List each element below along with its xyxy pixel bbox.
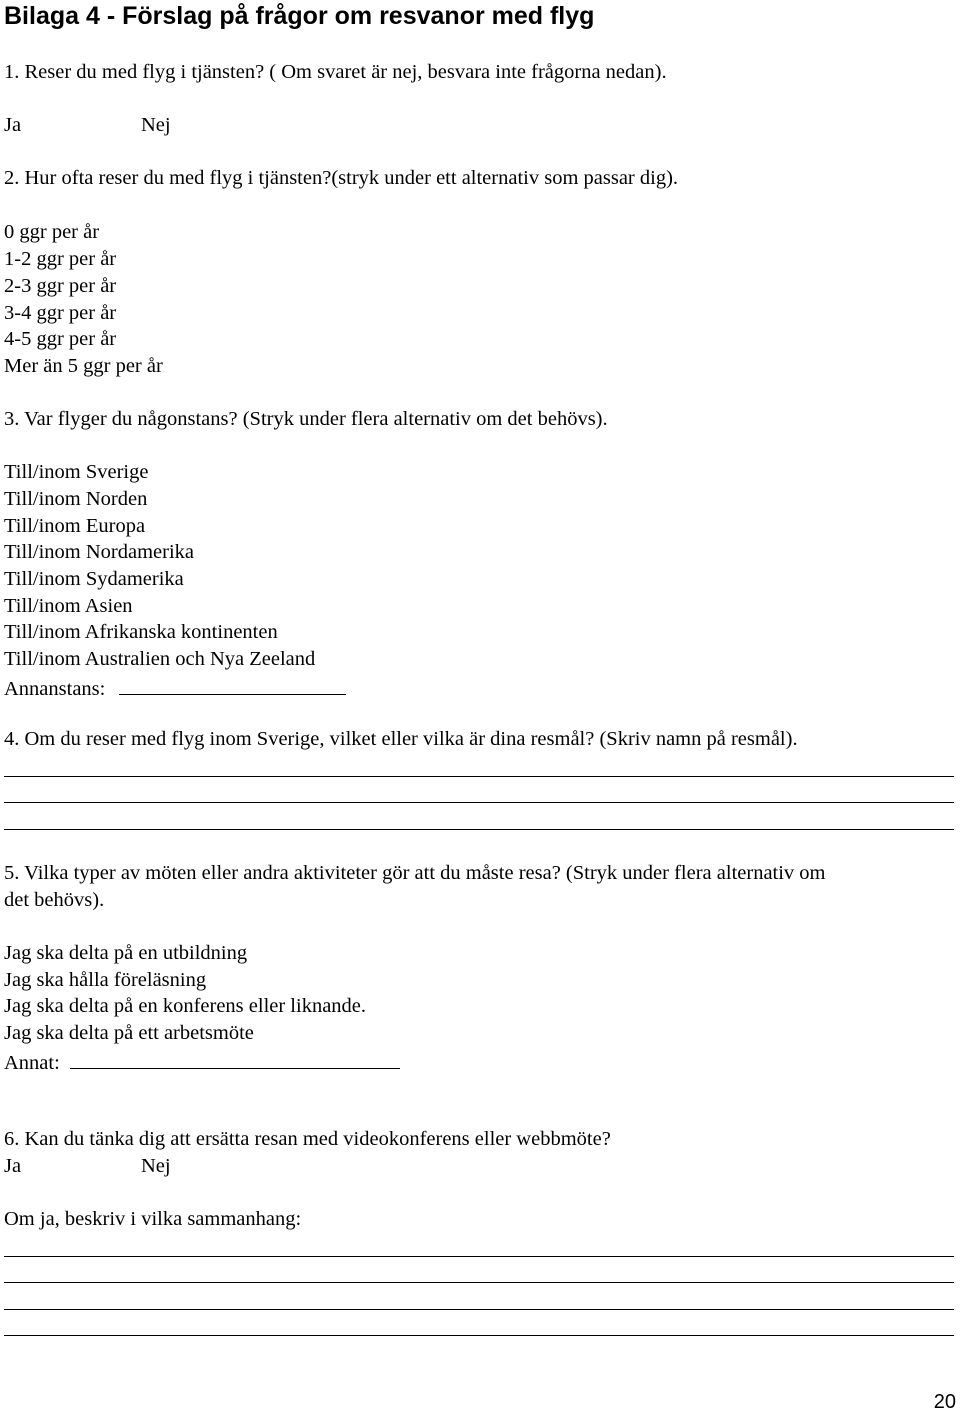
q4-answer-line[interactable] bbox=[4, 802, 954, 803]
q1-answer-yes: Ja bbox=[4, 114, 22, 136]
question-5-line-1: 5. Vilka typer av möten eller andra aktiviteter gör att du måste resa? (Stryk under flera alternativ om bbox=[4, 862, 826, 884]
q6-answer-line[interactable] bbox=[4, 1309, 954, 1310]
q5-option: Jag ska hålla föreläsning bbox=[4, 969, 207, 991]
q3-option: Till/inom Afrikanska kontinenten bbox=[4, 621, 278, 643]
q6-answer-yes: Ja bbox=[4, 1155, 22, 1177]
q2-option: 2-3 ggr per år bbox=[4, 275, 117, 297]
q4-answer-line[interactable] bbox=[4, 829, 954, 830]
q5-other bbox=[4, 1048, 400, 1075]
q3-option: Till/inom Norden bbox=[4, 488, 148, 510]
q3-option: Till/inom Europa bbox=[4, 515, 146, 537]
q2-option: 3-4 ggr per år bbox=[4, 302, 117, 324]
q2-option: 4-5 ggr per år bbox=[4, 328, 117, 350]
question-5-line-2: det behövs). bbox=[4, 889, 105, 911]
q3-other-label: Annanstans: bbox=[4, 678, 106, 700]
question-1: 1. Reser du med flyg i tjänsten? ( Om svaret är nej, besvara inte frågorna nedan). bbox=[4, 61, 667, 83]
q5-other-label: Annat: bbox=[4, 1052, 60, 1074]
q5-other-blank-line[interactable] bbox=[70, 1048, 400, 1069]
q6-describe-prompt: Om ja, beskriv i vilka sammanhang: bbox=[4, 1208, 302, 1230]
q4-answer-line[interactable] bbox=[4, 776, 954, 777]
q5-option: Jag ska delta på en konferens eller liknande. bbox=[4, 995, 367, 1017]
q6-answer-no: Nej bbox=[141, 1155, 171, 1177]
q6-answer-line[interactable] bbox=[4, 1282, 954, 1283]
q3-option: Till/inom Asien bbox=[4, 595, 133, 617]
q6-answer-line[interactable] bbox=[4, 1256, 954, 1257]
page-number: 20 bbox=[933, 1391, 956, 1413]
q3-option: Till/inom Nordamerika bbox=[4, 541, 194, 563]
q5-option: Jag ska delta på ett arbetsmöte bbox=[4, 1022, 254, 1044]
question-4: 4. Om du reser med flyg inom Sverige, vilket eller vilka är dina resmål? (Skriv namn på resmål). bbox=[4, 728, 798, 750]
q2-option: 0 ggr per år bbox=[4, 221, 100, 243]
page-title: Bilaga 4 - Förslag på frågor om resvanor med flyg bbox=[4, 2, 595, 30]
q5-option: Jag ska delta på en utbildning bbox=[4, 942, 248, 964]
q2-option: Mer än 5 ggr per år bbox=[4, 355, 163, 377]
q2-option: 1-2 ggr per år bbox=[4, 248, 117, 270]
question-2: 2. Hur ofta reser du med flyg i tjänsten?(stryk under ett alternativ som passar dig). bbox=[4, 167, 679, 189]
question-6: 6. Kan du tänka dig att ersätta resan med videokonferens eller webbmöte? bbox=[4, 1128, 611, 1150]
q3-other-blank-line[interactable] bbox=[119, 674, 346, 695]
q3-option: Till/inom Sverige bbox=[4, 461, 149, 483]
q3-other bbox=[4, 674, 346, 701]
q6-answer-line[interactable] bbox=[4, 1335, 954, 1336]
q3-option: Till/inom Sydamerika bbox=[4, 568, 184, 590]
q1-answer-no: Nej bbox=[141, 114, 171, 136]
q3-option: Till/inom Australien och Nya Zeeland bbox=[4, 648, 316, 670]
question-3: 3. Var flyger du någonstans? (Stryk under flera alternativ om det behövs). bbox=[4, 408, 608, 430]
